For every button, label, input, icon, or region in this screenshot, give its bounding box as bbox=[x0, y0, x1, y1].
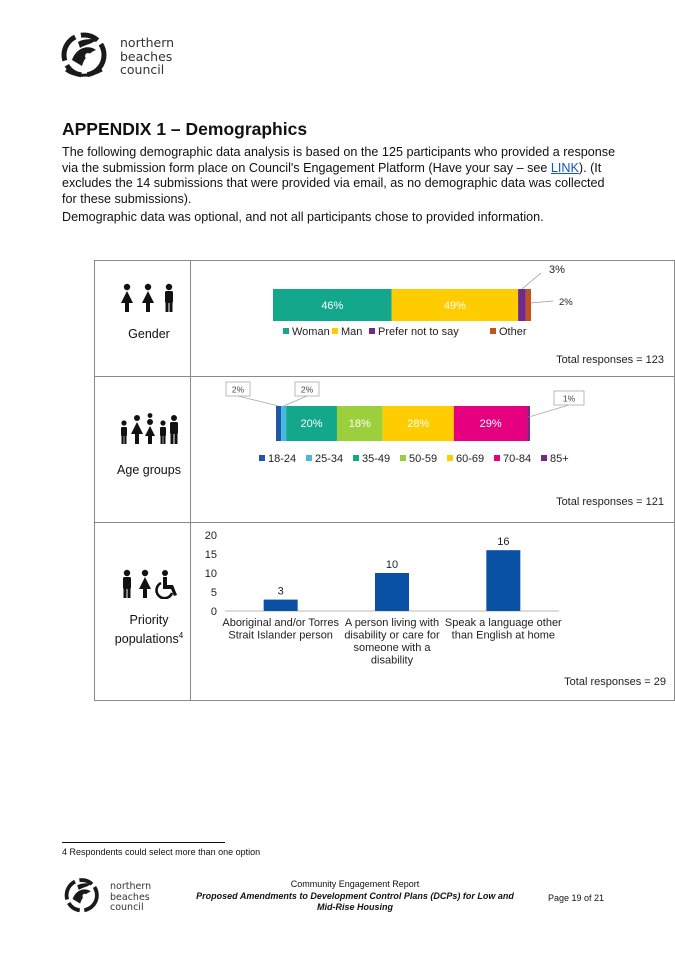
optional-note: Demographic data was optional, and not all participants chose to provided information. bbox=[62, 210, 544, 224]
priority-ytick-15: 15 bbox=[204, 549, 217, 561]
have-your-say-link[interactable]: LINK bbox=[550, 160, 579, 175]
page-heading: APPENDIX 1 – Demographics bbox=[62, 119, 308, 139]
gender-label-woman: 46% bbox=[321, 300, 344, 312]
gender-bar-prefer-not-to-say bbox=[518, 289, 526, 321]
age-legend-swatch-70-84 bbox=[494, 455, 500, 461]
priority-label-line2: populations bbox=[114, 632, 179, 647]
age-chart bbox=[191, 377, 674, 517]
gender-legend-other: Other bbox=[499, 326, 527, 338]
footnote: 4 Respondents could select more than one option bbox=[62, 847, 261, 857]
age-label-18-24-callout-line bbox=[238, 396, 279, 406]
priority-chart bbox=[191, 523, 674, 695]
priority-category-2-line-3: someone with a bbox=[353, 642, 431, 654]
intro-text-before-link: The following demographic data analysis is based on the 125 participants who provided a response via the submission form place on Council's Engagement Platform (Have your say – see bbox=[62, 145, 616, 175]
priority-ytick-5: 5 bbox=[210, 587, 217, 599]
people-icon bbox=[95, 283, 203, 318]
footer-report-title bbox=[180, 879, 530, 914]
priority-label-cell bbox=[95, 523, 191, 701]
age-legend-swatch-60-69 bbox=[447, 455, 453, 461]
priority-category-2-line-4: disability bbox=[370, 654, 414, 667]
priority-label-line1: Priority bbox=[129, 613, 169, 627]
priority-value-2: 10 bbox=[385, 559, 399, 571]
gender-label-other: 2% bbox=[559, 297, 573, 308]
priority-category-3-line-2: than English at home bbox=[451, 629, 556, 642]
priority-ytick-20: 20 bbox=[204, 530, 217, 542]
age-legend-swatch-50-59 bbox=[400, 455, 406, 461]
gender-legend-prefer-not-to-say: Prefer not to say bbox=[378, 326, 459, 338]
priority-category-1-line-1: Aboriginal and/or Torres bbox=[222, 617, 339, 629]
priority-category-2-line-2: disability or care for bbox=[344, 629, 440, 642]
page-number: Page 19 of 21 bbox=[548, 893, 605, 903]
age-row bbox=[95, 377, 675, 523]
age-label-70-84: 29% bbox=[479, 418, 502, 430]
council-logo bbox=[58, 30, 188, 82]
priority-bar-2 bbox=[375, 573, 409, 611]
gender-callout-line-other bbox=[531, 301, 553, 303]
gender-label-cell bbox=[95, 261, 191, 377]
age-total-responses: Total responses = 121 bbox=[556, 496, 664, 508]
age-label: Age groups bbox=[117, 463, 181, 477]
gender-label: Gender bbox=[128, 327, 170, 341]
age-label-25-34: 2% bbox=[300, 384, 314, 395]
age-legend-swatch-35-49 bbox=[353, 455, 359, 461]
priority-category-2-line-1: A person living with bbox=[344, 617, 440, 629]
priority-total-responses: Total responses = 29 bbox=[564, 676, 666, 688]
age-legend-60-69: 60-69 bbox=[456, 453, 485, 465]
age-legend-50-59: 50-59 bbox=[409, 453, 438, 465]
age-legend-swatch-25-34 bbox=[306, 455, 312, 461]
footer-logo bbox=[62, 876, 192, 918]
priority-category-1 bbox=[222, 617, 339, 642]
accessibility-people-icon bbox=[95, 569, 203, 604]
footer-logo-line-1: northern bbox=[110, 881, 152, 892]
priority-row bbox=[95, 523, 675, 701]
priority-value-3: 16 bbox=[497, 536, 510, 549]
footer-logo-line-3: council bbox=[110, 902, 144, 913]
age-label-50-59: 18% bbox=[348, 418, 371, 430]
gender-bar-other bbox=[526, 289, 531, 321]
gender-legend-woman: Woman bbox=[292, 326, 330, 338]
age-label-85: 1% bbox=[562, 393, 576, 404]
gender-legend-man: Man bbox=[341, 326, 363, 338]
age-legend-swatch-85 bbox=[541, 455, 547, 461]
age-bar-18-24 bbox=[276, 406, 281, 441]
age-legend-swatch-18-24 bbox=[259, 455, 265, 461]
priority-bar-1 bbox=[264, 600, 298, 611]
age-bar-85 bbox=[527, 406, 530, 441]
priority-bar-3 bbox=[486, 550, 520, 611]
footer-line-1: Community Engagement Report bbox=[290, 879, 420, 889]
priority-chart-cell bbox=[191, 523, 675, 701]
priority-category-3-line-1: Speak a language other bbox=[444, 617, 562, 629]
family-icon bbox=[95, 413, 203, 450]
priority-ytick-10: 10 bbox=[204, 568, 217, 580]
intro-text-after-link: ). (It excludes the 14 submissions that were provided via email, as no demographic data was collected for these submissions). bbox=[62, 160, 605, 206]
priority-ytick-0: 0 bbox=[210, 606, 217, 618]
gender-row bbox=[95, 261, 675, 377]
age-legend-70-84: 70-84 bbox=[503, 453, 532, 465]
gender-chart bbox=[191, 261, 674, 371]
footer-line-2: Proposed Amendments to Development Control Plans (DCPs) for Low and bbox=[196, 890, 514, 901]
gender-total-responses: Total responses = 123 bbox=[556, 354, 664, 366]
footer-logo-mark-icon bbox=[62, 876, 106, 916]
age-chart-cell bbox=[191, 377, 675, 523]
footer-line-3: Mid-Rise Housing bbox=[317, 902, 393, 912]
age-legend-18-24: 18-24 bbox=[268, 453, 297, 465]
age-legend-35-49: 35-49 bbox=[362, 453, 391, 465]
age-legend-85: 85+ bbox=[550, 453, 569, 465]
age-label-cell bbox=[95, 377, 191, 523]
age-label-85-callout-line bbox=[529, 405, 569, 417]
priority-value-1: 3 bbox=[277, 585, 284, 598]
age-bar-25-34 bbox=[281, 406, 286, 441]
gender-legend-swatch-prefer-not-to-say bbox=[369, 328, 375, 334]
logo-line-1: northern bbox=[120, 35, 175, 50]
gender-legend-swatch-other bbox=[490, 328, 496, 334]
age-label-60-69: 28% bbox=[407, 418, 430, 430]
demographics-table bbox=[94, 260, 675, 701]
logo-line-2: beaches bbox=[120, 48, 173, 64]
priority-label bbox=[95, 613, 203, 647]
gender-label-prefer-not-to-say: 3% bbox=[549, 264, 565, 276]
gender-label-man: 49% bbox=[443, 300, 466, 312]
age-label-35-49: 20% bbox=[300, 418, 323, 430]
gender-legend-swatch-man bbox=[332, 328, 338, 334]
council-logo-mark-icon bbox=[58, 30, 116, 82]
footer-logo-line-2: beaches bbox=[110, 891, 150, 903]
footnote-marker: 4 bbox=[178, 631, 184, 640]
footnote-divider bbox=[62, 842, 225, 843]
age-label-18-24: 2% bbox=[231, 384, 245, 395]
gender-legend-swatch-woman bbox=[283, 328, 289, 334]
priority-category-1-line-2: Strait Islander person bbox=[228, 629, 333, 642]
logo-line-3: council bbox=[120, 62, 165, 77]
gender-callout-line-prefer-not-to-say bbox=[522, 273, 541, 289]
gender-chart-cell bbox=[191, 261, 675, 377]
priority-category-2 bbox=[344, 617, 440, 667]
age-label-25-34-callout-line bbox=[284, 396, 307, 406]
age-legend-25-34: 25-34 bbox=[315, 453, 344, 465]
priority-category-3 bbox=[445, 617, 562, 642]
intro-paragraph bbox=[62, 145, 622, 207]
